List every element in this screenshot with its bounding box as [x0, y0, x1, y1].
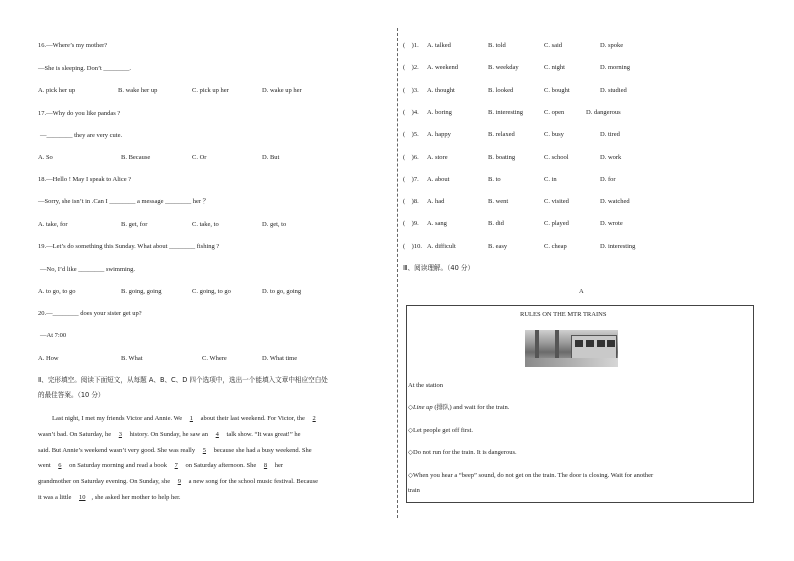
rule-beep-sound: ◇When you hear a “beep” sound, do not get on the train. The door is closing. Wait for another [408, 472, 654, 479]
blank-5: 5 [202, 446, 206, 454]
answer-row-2-option-b[interactable]: B. weekday [488, 64, 519, 72]
answer-row-7-option-c[interactable]: C. in [544, 175, 557, 183]
answer-row-8-option-d[interactable]: D. watched [600, 198, 630, 206]
answer-row-5-bracket: ( )5. [403, 131, 419, 139]
section-2-title: Ⅱ、完形填空。阅读下面短文，从每题 A、B、C、D 四个选项中，选出一个能填入文章中相应空白处 [38, 376, 328, 384]
answer-row-9-bracket: ( )9. [403, 220, 419, 228]
answer-row-3-option-b[interactable]: B. looked [488, 86, 514, 94]
answer-row-2-bracket: ( )2. [403, 64, 419, 72]
answer-row-6-bracket: ( )6. [403, 153, 419, 161]
answer-row-1-bracket: ( )1. [403, 42, 419, 49]
rule-line-up: ◇Line up (排队) and wait for the train. [408, 404, 510, 411]
question-16-option-c[interactable]: C. pick up her [192, 87, 229, 94]
answer-row-10-option-c[interactable]: C. cheap [544, 242, 567, 250]
question-17-option-c[interactable]: C. Or [192, 154, 207, 161]
answer-row-6-option-b[interactable]: B. boating [488, 153, 516, 161]
blank-8: 8 [263, 462, 268, 470]
answer-row-4-option-b[interactable]: B. interesting [488, 108, 524, 116]
cloze-passage: Last night, I met my friends Victor and Annie. We 1 about their last weekend. For Victor, the 2 wasn’t bad. On Saturday, he 3 history. On Sunday, he saw an 4 talk show. “It was great!” he said. But Annie’s weekend wasn’t very good. She was really 5 because she had a busy weekend. She went 6 on Saturday morning and read a book 7 on Saturday afternoon. She 8 her grandmother on Saturday evening. On Sunday, she 9 a new song for the school music festival. Because it was a little 10 , she asked her mother to help her. [38, 411, 390, 506]
question-17-reply: —________ they are very cute. [40, 132, 123, 139]
blank-2: 2 [312, 415, 316, 422]
answer-row-2-option-c[interactable]: C. night [544, 64, 565, 72]
mtr-station-photo [525, 330, 618, 367]
passage-letter: A [579, 288, 584, 295]
answer-row-5-option-a[interactable]: A. happy [427, 131, 451, 139]
answer-row-5-option-c[interactable]: C. busy [544, 131, 564, 139]
question-18-option-b[interactable]: B. get, for [121, 221, 148, 228]
question-20-option-b[interactable]: B. What [121, 355, 143, 362]
answer-row-10-option-b[interactable]: B. easy [488, 242, 508, 250]
column-divider [397, 28, 398, 518]
question-18-option-a[interactable]: A. take, for [38, 221, 68, 228]
rules-title: RULES ON THE MTR TRAINS [520, 311, 607, 318]
question-16-reply: —She is sleeping. Don’t ________. [38, 65, 132, 72]
answer-row-6-option-a[interactable]: A. store [427, 153, 448, 161]
answer-row-6-option-c[interactable]: C. school [544, 153, 569, 161]
answer-row-1-option-b[interactable]: B. told [488, 42, 506, 49]
question-17-prompt: 17.—Why do you like pandas ? [38, 110, 121, 117]
answer-row-1-option-d[interactable]: D. spoke [600, 42, 624, 49]
blank-3: 3 [118, 430, 122, 438]
blank-10: 10 [79, 493, 86, 501]
answer-row-8-bracket: ( )8. [403, 198, 419, 206]
blank-9: 9 [177, 478, 181, 486]
question-18-option-d[interactable]: D. get, to [262, 221, 287, 228]
answer-row-7-bracket: ( )7. [403, 175, 419, 183]
question-19-prompt: 19.—Let’s do something this Sunday. What about ________ fishing ? [38, 243, 220, 250]
answer-row-10-option-a[interactable]: A. difficult [427, 242, 456, 250]
answer-row-8-option-c[interactable]: C. visited [544, 198, 569, 206]
rules-at-station: At the station [408, 382, 444, 389]
question-20-reply: —At 7:00 [40, 332, 67, 339]
answer-row-9-option-c[interactable]: C. played [544, 220, 569, 228]
blank-4: 4 [215, 430, 219, 438]
answer-row-7-option-d[interactable]: D. for [600, 175, 616, 183]
question-20-option-c[interactable]: C. Where [202, 355, 227, 362]
answer-row-9-option-b[interactable]: B. did [488, 220, 504, 228]
answer-row-1-option-a[interactable]: A. talked [427, 42, 451, 49]
question-19-reply: —No, I’d like ________ swimming. [40, 266, 135, 273]
answer-row-4-option-d[interactable]: D. dangerous [586, 108, 621, 116]
blank-7: 7 [174, 462, 178, 470]
answer-row-1-option-c[interactable]: C. said [544, 42, 563, 49]
answer-row-9-option-d[interactable]: D. wrote [600, 220, 623, 228]
section-2-title-cont: 的最佳答案。（10 分） [38, 391, 105, 399]
answer-row-4-bracket: ( )4. [403, 108, 419, 116]
answer-row-3-bracket: ( )3. [403, 86, 419, 94]
answer-row-4-option-c[interactable]: C. open [544, 108, 565, 116]
answer-row-10-option-d[interactable]: D. interesting [600, 242, 636, 250]
question-17-option-d[interactable]: D. But [262, 154, 280, 161]
section-3-title: Ⅲ、阅读理解。（40 分） [403, 264, 475, 272]
question-18-reply: —Sorry, she isn’t in .Can I ________ a message ________ her ？ [38, 198, 210, 205]
answer-row-2-option-a[interactable]: A. weekend [427, 64, 459, 72]
question-19-option-b[interactable]: B. going, going [121, 288, 162, 295]
question-19-option-a[interactable]: A. to go, to go [38, 288, 76, 295]
question-18-option-c[interactable]: C. take, to [192, 221, 219, 228]
answer-row-9-option-a[interactable]: A. sang [427, 220, 447, 228]
answer-row-10-bracket: ( )10. [403, 242, 422, 250]
answer-row-3-option-a[interactable]: A. thought [427, 86, 455, 94]
answer-row-4-option-a[interactable]: A. boring [427, 108, 452, 116]
blank-1: 1 [189, 415, 193, 422]
answer-row-7-option-a[interactable]: A. about [427, 175, 450, 183]
question-16-option-d[interactable]: D. wake up her [262, 87, 302, 94]
question-18-prompt: 18.—Hello ! May I speak to Alice ? [38, 176, 132, 183]
question-17-option-b[interactable]: B. Because [121, 154, 151, 161]
answer-row-8-option-b[interactable]: B. went [488, 198, 509, 206]
question-16-option-b[interactable]: B. wake her up [118, 87, 158, 94]
rule-let-off: ◇Let people get off first. [408, 427, 473, 434]
question-20-prompt: 20.—________ does your sister get up? [38, 310, 142, 317]
question-19-option-c[interactable]: C. going, to go [192, 288, 231, 295]
answer-row-7-option-b[interactable]: B. to [488, 175, 501, 183]
question-16-option-a[interactable]: A. pick her up [38, 87, 76, 94]
answer-row-8-option-a[interactable]: A. had [427, 198, 445, 206]
answer-row-6-option-d[interactable]: D. work [600, 153, 622, 161]
answer-row-5-option-d[interactable]: D. tired [600, 131, 620, 139]
question-20-option-a[interactable]: A. How [38, 355, 59, 362]
rule-no-running: ◇Do not run for the train. It is dangerous. [408, 449, 517, 456]
question-19-option-d[interactable]: D. to go, going [262, 288, 302, 295]
rule-beep-sound-cont: train [408, 487, 420, 494]
answer-row-3-option-c[interactable]: C. bought [544, 86, 570, 94]
answer-row-2-option-d[interactable]: D. morning [600, 64, 630, 72]
question-17-option-a[interactable]: A. So [38, 154, 53, 161]
answer-row-5-option-b[interactable]: B. relaxed [488, 131, 515, 139]
question-16-prompt: 16.—Where’s my mother? [38, 42, 108, 49]
question-20-option-d[interactable]: D. What time [262, 355, 298, 362]
answer-row-3-option-d[interactable]: D. studied [600, 86, 627, 94]
blank-6: 6 [58, 462, 62, 470]
